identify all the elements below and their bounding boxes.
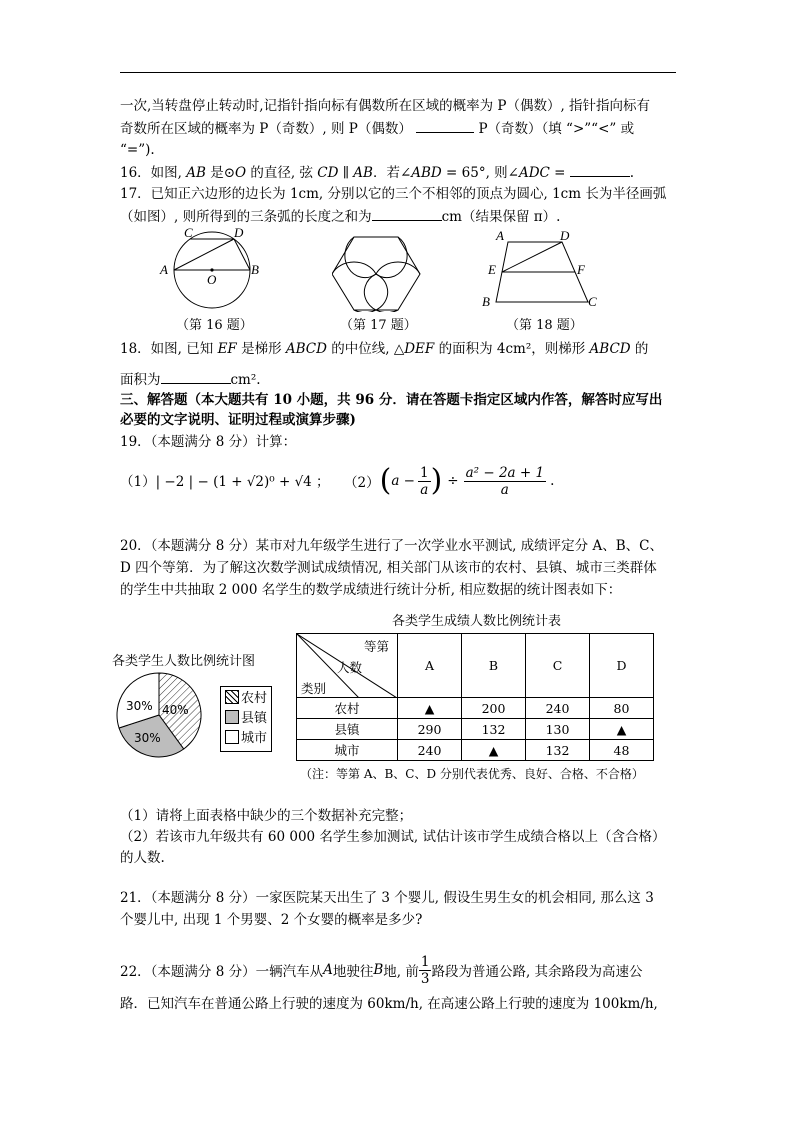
table-cell: ▲ bbox=[590, 719, 654, 740]
q22-frac-num: 1 bbox=[420, 953, 430, 970]
q20-line1: 20．（本题满分 8 分）某市对九年级学生进行了一次学业水平测试, 成绩评定分 A、B、C、 bbox=[120, 538, 663, 554]
pie-label-county: 30% bbox=[134, 731, 161, 745]
q20-sub1: （1）请将上面表格中缺少的三个数据补充完整； bbox=[120, 808, 413, 824]
q18-abcd2: ABCD bbox=[589, 341, 631, 357]
q16-cd: CD bbox=[317, 165, 339, 181]
q20-line2: D 四个等第．为了解这次数学测试成绩情况, 相关部门从该市的农村、县镇、城市三类群体 bbox=[120, 560, 657, 576]
table-row bbox=[297, 698, 654, 719]
q16-ab: AB bbox=[186, 165, 206, 181]
q22-a: 22．（本题满分 8 分）一辆汽车从 bbox=[120, 964, 324, 980]
q15-line1: 一次,当转盘停止转动时,记指针指向标有偶数所在区域的概率为 P（偶数）, 指针指向标有 bbox=[120, 98, 651, 114]
q15-line2-b: P（奇数）（填 “>”“<” 或 bbox=[478, 121, 635, 137]
table-cell: 240 bbox=[526, 698, 590, 719]
q22-c: 地驶往 bbox=[332, 964, 374, 980]
q22-fraction bbox=[419, 954, 432, 987]
legend-city bbox=[225, 730, 267, 746]
q16-a: 16．如图, bbox=[120, 165, 187, 181]
q16-i: ．若∠ bbox=[372, 165, 412, 181]
legend-swatch-county bbox=[225, 710, 239, 724]
row-label: 城市 bbox=[297, 740, 398, 761]
table-cell: 130 bbox=[526, 719, 590, 740]
q22-frac-den: 3 bbox=[420, 970, 430, 987]
fig16-label-d: D bbox=[234, 225, 244, 240]
table-cell: ▲ bbox=[398, 698, 462, 719]
fig16-label-o: O bbox=[207, 272, 217, 287]
q19-part1: （1）| −2 | − (1 + √2)⁰ + √4 ； bbox=[120, 474, 330, 490]
figure-17 bbox=[332, 232, 422, 312]
q18-i: 的 bbox=[630, 341, 649, 357]
legend-swatch-city bbox=[225, 730, 239, 744]
table-title: 各类学生成绩人数比例统计表 bbox=[392, 614, 562, 629]
row-label: 农村 bbox=[297, 698, 398, 719]
q18-def: DEF bbox=[404, 341, 435, 357]
q18-e: 的中位线, △ bbox=[326, 341, 405, 357]
q16-eq: = bbox=[549, 165, 570, 181]
q17-answer-blank[interactable] bbox=[372, 206, 442, 221]
q16-abd: ABD bbox=[411, 165, 442, 181]
figure-16 bbox=[150, 222, 270, 318]
table-row bbox=[297, 740, 654, 761]
figure-18 bbox=[478, 226, 608, 316]
q19-paren-right: ) bbox=[430, 463, 443, 498]
q19-paren-left: ( bbox=[379, 463, 392, 498]
q19-a-minus: a − bbox=[391, 473, 415, 489]
table-note: （注：等第 A、B、C、D 分别代表优秀、良好、合格、不合格） bbox=[300, 767, 644, 781]
q18-abcd: ABCD bbox=[285, 341, 327, 357]
header-rule bbox=[120, 72, 676, 73]
pie-title: 各类学生人数比例统计图 bbox=[112, 654, 256, 669]
fig17-caption: （第 17 题） bbox=[340, 318, 417, 333]
pie-label-rural: 40% bbox=[162, 703, 189, 717]
pie-label-city: 30% bbox=[126, 699, 153, 713]
q19-frac-big bbox=[464, 465, 546, 498]
fig16-label-a: A bbox=[160, 262, 168, 277]
legend-label-county: 县镇 bbox=[241, 711, 268, 726]
section3-header-line2: 必要的文字说明、证明过程或演算步骤) bbox=[120, 412, 356, 428]
q18-answer-blank[interactable] bbox=[161, 369, 231, 384]
q18-g: 的面积为 4cm²，则梯形 bbox=[434, 341, 590, 357]
pie-chart bbox=[114, 670, 204, 760]
q22-g: 路段为普通公路, 其余路段为高速公 bbox=[431, 964, 643, 980]
q19-part2 bbox=[344, 458, 554, 504]
q19-end: . bbox=[550, 473, 555, 489]
q15-line2-a: 奇数所在区域的概率为 P（奇数）, 则 P（偶数） bbox=[120, 121, 412, 137]
q20-line3: 的学生中共抽取 2 000 名学生的数学成绩进行统计分析, 相应数据的统计图表如下： bbox=[120, 582, 622, 598]
q19-frac-small-num: 1 bbox=[419, 464, 429, 481]
legend-label-city: 城市 bbox=[241, 731, 268, 746]
diag-label-count: 人数 bbox=[337, 660, 363, 675]
q18-c: 是梯形 bbox=[236, 341, 286, 357]
q21-line1: 21．（本题满分 8 分）一家医院某天出生了 3 个婴儿, 假设生男生女的机会相同, 那么这 3 bbox=[120, 890, 654, 906]
q16-end: . bbox=[629, 165, 635, 181]
q17-line2-a: （如图）, 则所得到的三条弧的长度之和为 bbox=[120, 209, 372, 225]
row-label: 县镇 bbox=[297, 719, 398, 740]
legend-swatch-rural bbox=[225, 690, 239, 704]
table-col-b: B bbox=[462, 634, 526, 698]
q19-frac-big-num: a² − 2a + 1 bbox=[465, 464, 545, 481]
fig18-label-d: D bbox=[560, 228, 570, 243]
table-col-a: A bbox=[398, 634, 462, 698]
q16-text bbox=[120, 162, 680, 183]
q15-line2 bbox=[120, 118, 680, 139]
q16-ab2: AB bbox=[353, 165, 373, 181]
table-cell: ▲ bbox=[462, 740, 526, 761]
fig16-caption: （第 16 题） bbox=[176, 318, 253, 333]
table-col-c: C bbox=[526, 634, 590, 698]
q16-answer-blank[interactable] bbox=[570, 162, 630, 177]
table-cell: 290 bbox=[398, 719, 462, 740]
legend-label-rural: 农村 bbox=[241, 691, 268, 706]
table-header-row bbox=[297, 634, 654, 698]
pie-legend bbox=[220, 686, 272, 752]
q19-title: 19．（本题满分 8 分）计算： bbox=[120, 434, 297, 450]
q17-line1: 17．已知正六边形的边长为 1cm, 分别以它的三个不相邻的顶点为圆心, 1cm 长为半径画弧 bbox=[120, 186, 667, 202]
fig18-label-e: E bbox=[488, 262, 496, 277]
fig18-label-c: C bbox=[588, 294, 597, 309]
table-cell: 240 bbox=[398, 740, 462, 761]
q21-line2: 个婴儿中, 出现 1 个男婴、2 个女婴的概率是多少? bbox=[120, 912, 423, 928]
q22-point-b: B bbox=[373, 962, 384, 978]
q19-frac-big-den: a bbox=[500, 481, 509, 498]
table-cell: 132 bbox=[462, 719, 526, 740]
q19-part2-label: （2） bbox=[344, 475, 380, 491]
q19-frac-small-den: a bbox=[420, 481, 429, 498]
fig16-label-b: B bbox=[251, 262, 259, 277]
fig18-label-f: F bbox=[577, 262, 585, 277]
q16-adc: ADC bbox=[518, 165, 550, 181]
q17-line2-b: cm（结果保留 π）. bbox=[441, 209, 561, 225]
q22-point-a: A bbox=[323, 962, 333, 978]
fig16-label-c: C bbox=[184, 225, 193, 240]
table-cell: 200 bbox=[462, 698, 526, 719]
table-cell: 132 bbox=[526, 740, 590, 761]
table-diagonal-header bbox=[297, 634, 398, 698]
fig18-label-a: A bbox=[496, 228, 504, 243]
q16-parallel: ∥ bbox=[338, 165, 354, 181]
q16-k: = 65°, 则∠ bbox=[441, 165, 519, 181]
fig18-label-b: B bbox=[482, 294, 490, 309]
q18-text bbox=[120, 339, 680, 359]
legend-county bbox=[225, 710, 267, 726]
legend-rural bbox=[225, 690, 267, 706]
q22-line2: 路．已知汽车在普通公路上行驶的速度为 60km/h, 在高速公路上行驶的速度为 100km/h, bbox=[120, 996, 658, 1012]
diag-label-grade: 等第 bbox=[363, 639, 389, 654]
q22-line1 bbox=[120, 950, 643, 990]
q18-ef: EF bbox=[217, 341, 237, 357]
q15-answer-blank[interactable] bbox=[416, 118, 474, 133]
q20-sub2-line1: （2）若该市九年级共有 60 000 名学生参加测试, 试估计该市学生成绩合格以上（含合格） bbox=[120, 829, 666, 845]
q18-line2 bbox=[120, 369, 680, 390]
diag-label-category: 类别 bbox=[301, 681, 327, 696]
stats-table bbox=[296, 633, 654, 761]
q18-line2-b: cm². bbox=[230, 372, 261, 388]
section3-header-line1: 三、解答题（本大题共有 10 小题，共 96 分．请在答题卡指定区域内作答，解答时应写出 bbox=[120, 392, 663, 408]
q22-e: 地, 前 bbox=[383, 964, 419, 980]
q16-o: O bbox=[235, 165, 247, 181]
q18-a: 18．如图, 已知 bbox=[120, 341, 218, 357]
fig18-caption: （第 18 题） bbox=[506, 318, 583, 333]
table-cell: 48 bbox=[590, 740, 654, 761]
table-col-d: D bbox=[590, 634, 654, 698]
q19-frac-small bbox=[418, 465, 431, 498]
q15-line3: “=”). bbox=[120, 142, 155, 158]
table-cell: 80 bbox=[590, 698, 654, 719]
table-row bbox=[297, 719, 654, 740]
q16-e: 的直径, 弦 bbox=[246, 165, 318, 181]
q20-sub2-line2: 的人数. bbox=[120, 850, 165, 866]
q18-line2-a: 面积为 bbox=[120, 372, 161, 388]
q16-c: 是⊙ bbox=[205, 165, 236, 181]
q19-divide: ÷ bbox=[447, 473, 459, 489]
